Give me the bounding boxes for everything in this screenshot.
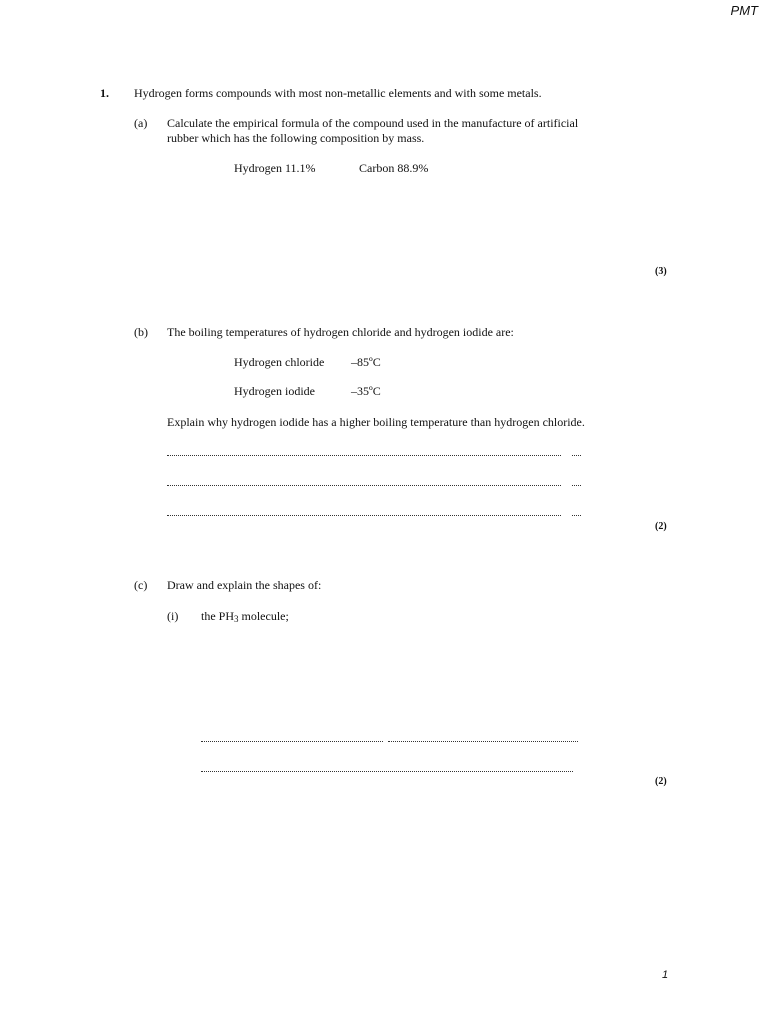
sub-i-text-post: molecule; [238, 609, 289, 623]
part-b-marks: (2) [655, 521, 667, 532]
bp-row-value: –35ºC [351, 384, 381, 398]
page-number: 1 [662, 969, 669, 981]
header-mark: PMT [730, 3, 758, 18]
part-a-label: (a) [134, 116, 148, 130]
sub-i-text-pre: the PH [201, 609, 234, 623]
part-a-line2: rubber which has the following composition by mass. [167, 131, 425, 145]
answer-line[interactable] [167, 474, 587, 486]
part-c-sub-i-label: (i) [167, 609, 179, 623]
composition-hydrogen: Hydrogen 11.1% [234, 161, 316, 175]
answer-line[interactable] [167, 504, 587, 516]
bp-row-value: –85ºC [351, 355, 381, 369]
answer-line[interactable] [201, 760, 581, 772]
question-number: 1. [100, 86, 109, 100]
part-c-label: (c) [134, 578, 148, 592]
question-intro: Hydrogen forms compounds with most non-metallic elements and with some metals. [134, 86, 542, 100]
part-c-marks: (2) [655, 776, 667, 787]
bp-row-name: Hydrogen iodide [234, 384, 315, 398]
answer-line[interactable] [167, 444, 587, 456]
part-a-line1: Calculate the empirical formula of the compound used in the manufacture of artificial [167, 116, 579, 130]
composition-carbon: Carbon 88.9% [359, 161, 429, 175]
part-c-sub-i-text [201, 609, 289, 623]
sub-i-text-subscript: 3 [234, 614, 239, 624]
part-c-intro: Draw and explain the shapes of: [167, 578, 322, 592]
part-b-prompt: Explain why hydrogen iodide has a higher boiling temperature than hydrogen chloride. [167, 415, 585, 429]
part-b-intro: The boiling temperatures of hydrogen chloride and hydrogen iodide are: [167, 325, 514, 339]
bp-row-name: Hydrogen chloride [234, 355, 325, 369]
part-a-marks: (3) [655, 266, 667, 277]
part-b-label: (b) [134, 325, 148, 339]
answer-line[interactable] [201, 730, 581, 742]
